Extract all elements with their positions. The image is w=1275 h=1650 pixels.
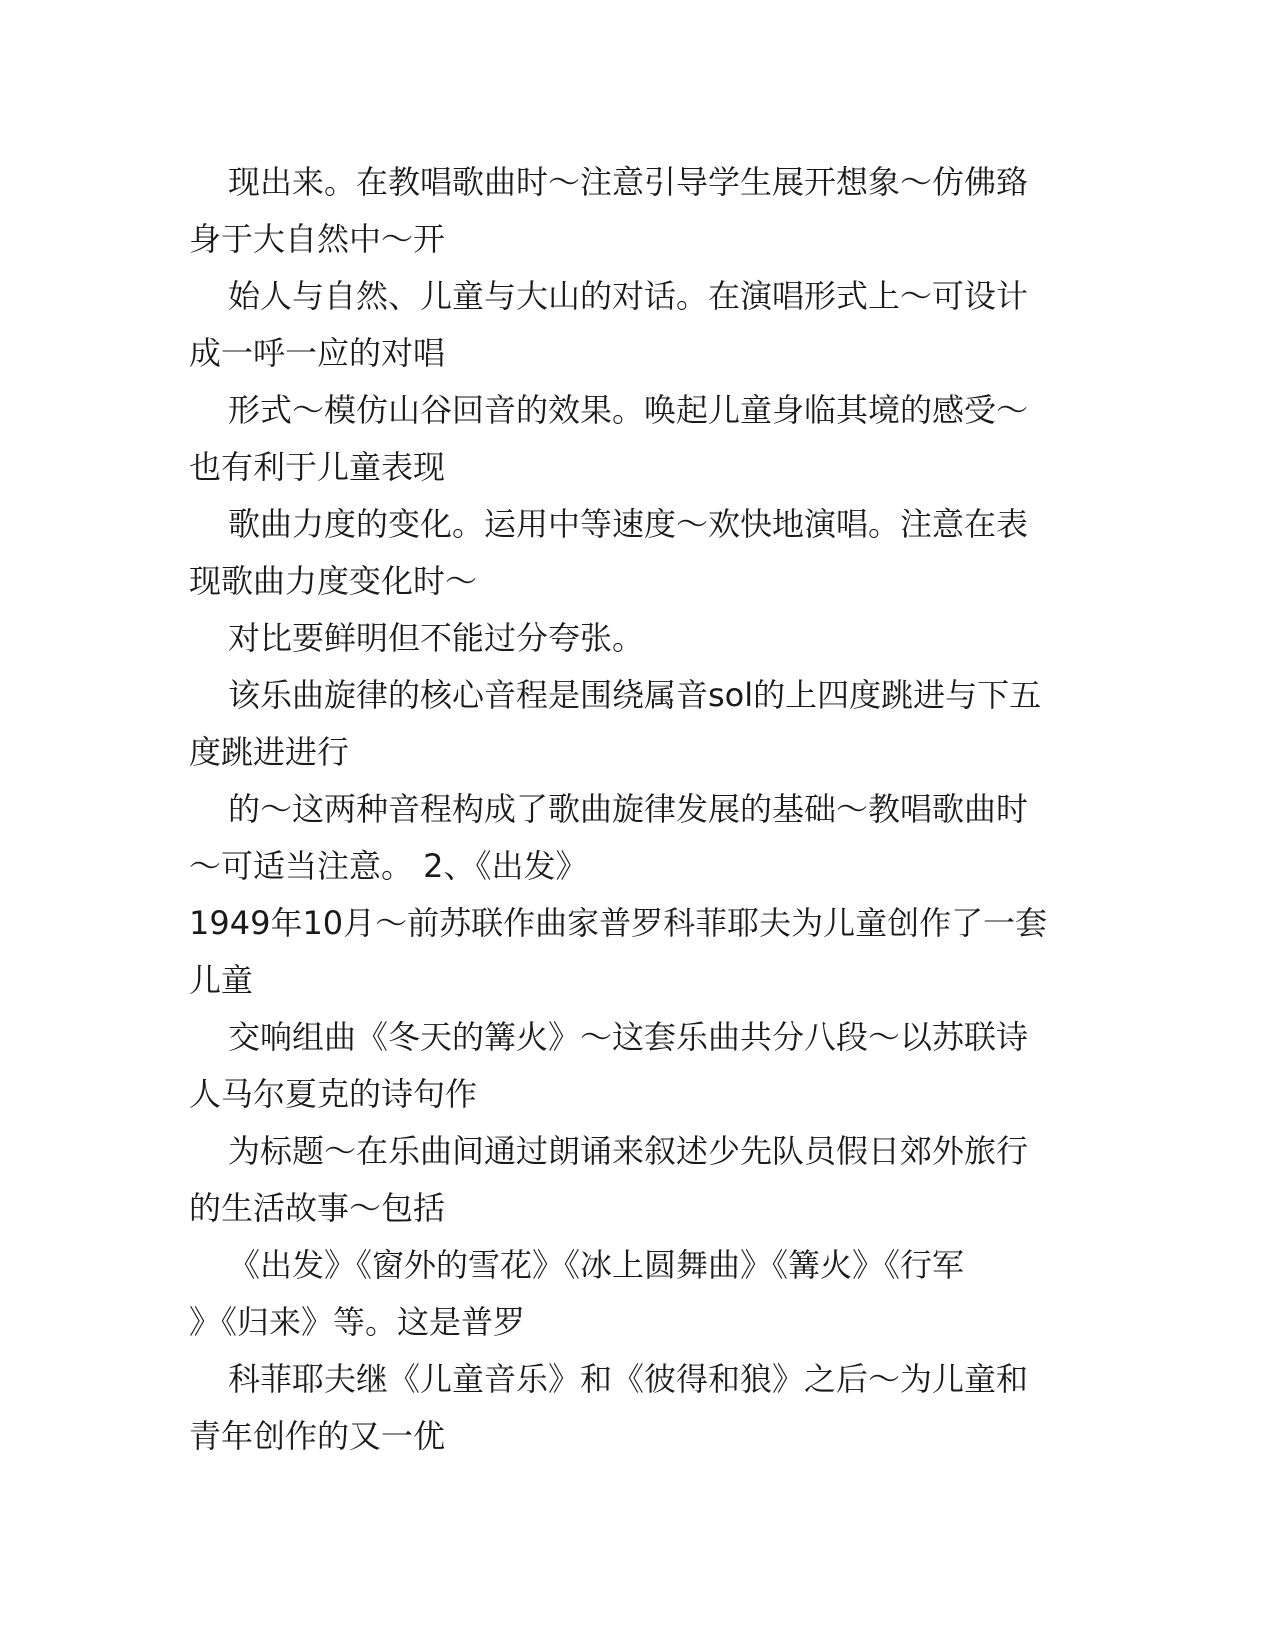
text-line: 的生活故事～包括 — [189, 1189, 446, 1227]
text-line: 该乐曲旋律的核心音程是围绕属音sol的上四度跳进与下五 — [228, 676, 1042, 714]
text-line: 》《归来》等。这是普罗 — [189, 1303, 526, 1341]
text-line: 《出发》《窗外的雪花》《冰上圆舞曲》《篝火》《行军 — [228, 1246, 965, 1284]
text-line: 度跳进进行 — [189, 733, 350, 771]
text-line: ～可适当注意。 2、《出发》 — [189, 847, 588, 885]
text-line: 现歌曲力度变化时～ — [189, 562, 478, 600]
text-line: 1949年10月～前苏联作曲家普罗科菲耶夫为儿童创作了一套 — [189, 904, 1048, 942]
text-line: 人马尔夏克的诗句作 — [189, 1075, 478, 1113]
text-line: 对比要鲜明但不能过分夸张。 — [228, 619, 645, 657]
text-line: 儿童 — [189, 961, 254, 999]
text-line: 科菲耶夫继《儿童音乐》和《彼得和狼》之后～为儿童和 — [228, 1360, 1029, 1398]
text-line: 为标题～在乐曲间通过朗诵来叙述少先队员假日郊外旅行 — [228, 1132, 1029, 1170]
text-line: 青年创作的又一优 — [189, 1417, 446, 1455]
document-body — [189, 154, 1089, 1465]
text-line: 现出来。在教唱歌曲时～注意引导学生展开想象～仿佛臵 — [228, 163, 1029, 201]
text-line: 身于大自然中～开 — [189, 220, 446, 258]
text-line: 始人与自然、儿童与大山的对话。在演唱形式上～可设计 — [228, 277, 1029, 315]
text-line: 交响组曲《冬天的篝火》～这套乐曲共分八段～以苏联诗 — [228, 1018, 1029, 1056]
text-line: 的～这两种音程构成了歌曲旋律发展的基础～教唱歌曲时 — [228, 790, 1029, 828]
text-line: 成一呼一应的对唱 — [189, 334, 446, 372]
text-line: 也有利于儿童表现 — [189, 448, 446, 486]
text-line: 形式～模仿山谷回音的效果。唤起儿童身临其境的感受～ — [228, 391, 1029, 429]
text-line: 歌曲力度的变化。运用中等速度～欢快地演唱。注意在表 — [228, 505, 1029, 543]
